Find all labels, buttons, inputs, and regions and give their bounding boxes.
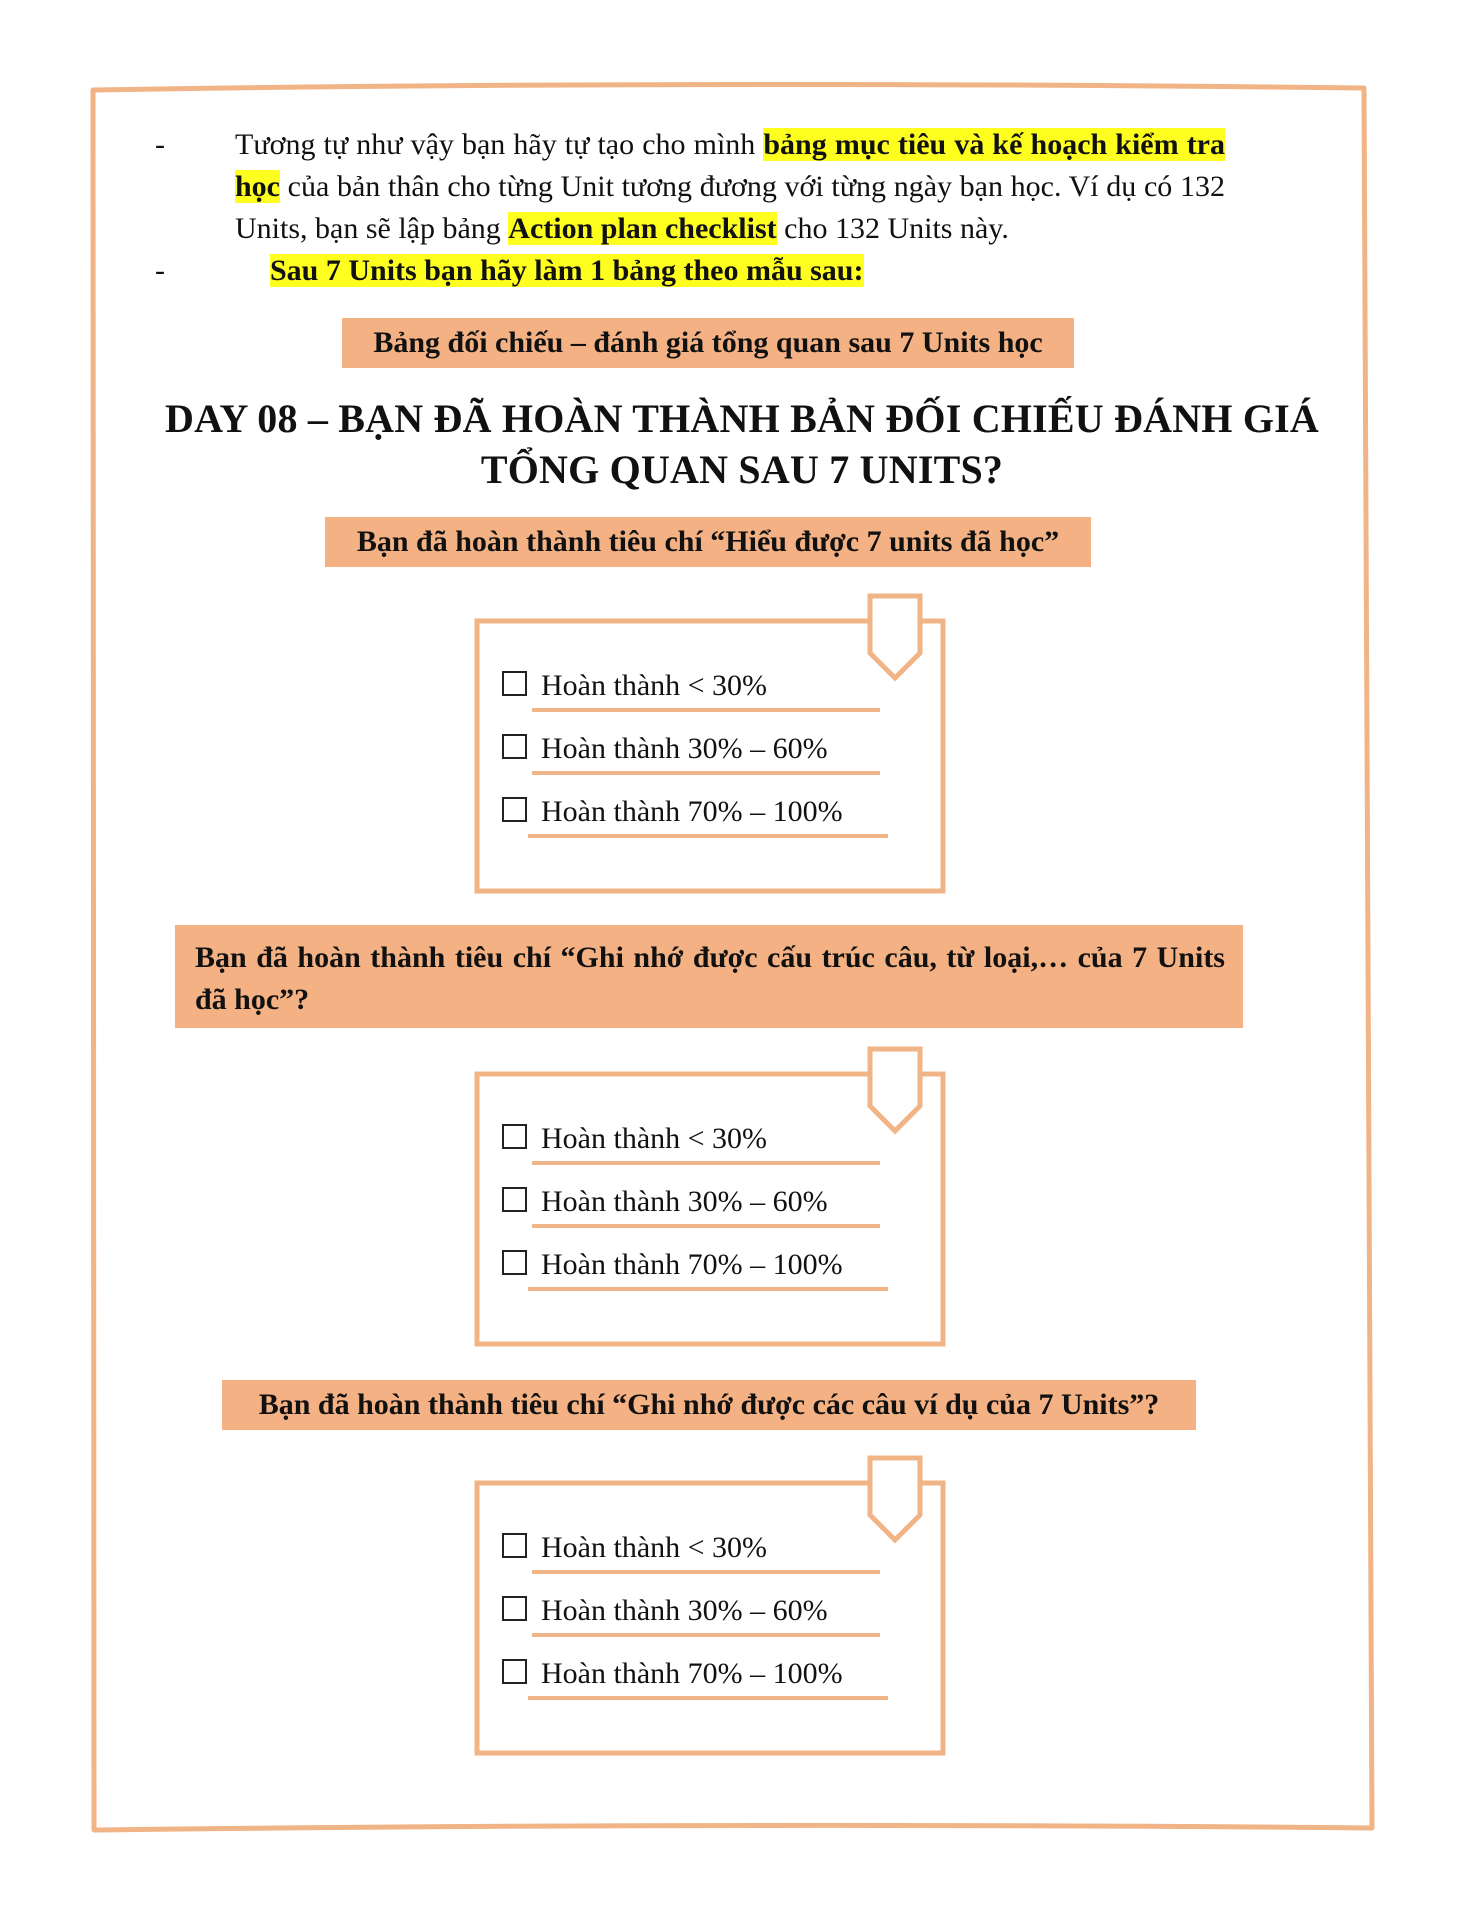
checkbox-icon[interactable] <box>502 1659 527 1684</box>
checkbox-icon[interactable] <box>502 1124 527 1149</box>
option-lt-30[interactable] <box>502 1122 767 1156</box>
bullet1-text-mid: của bản thân cho từng Unit tương đương với từng ngày bạn học. Ví dụ có 132 Units, bạn sẽ lập bảng <box>235 170 1225 245</box>
option-label: Hoàn thành 30% – 60% <box>541 732 828 765</box>
checkbox-icon[interactable] <box>502 1187 527 1212</box>
option-label: Hoàn thành < 30% <box>541 669 768 702</box>
checkbox-icon[interactable] <box>502 797 527 822</box>
bookmark-icon <box>870 596 920 678</box>
option-30-60[interactable] <box>502 1185 828 1219</box>
question-banner-3: Bạn đã hoàn thành tiêu chí “Ghi nhớ được các câu ví dụ của 7 Units”? <box>222 1380 1196 1430</box>
option-lt-30[interactable] <box>502 669 767 703</box>
bullet-2 <box>115 250 1225 292</box>
intro-text <box>155 124 1225 292</box>
option-70-100[interactable] <box>502 1248 843 1282</box>
option-label: Hoàn thành 70% – 100% <box>541 1657 843 1690</box>
bullet1-highlight-goal-plan: bảng mục tiêu và kế hoạch kiểm tra học <box>235 128 1225 203</box>
option-70-100[interactable] <box>502 795 843 829</box>
checklist-card-3 <box>475 1455 945 1765</box>
option-label: Hoàn thành < 30% <box>541 1531 768 1564</box>
option-label: Hoàn thành 30% – 60% <box>541 1185 828 1218</box>
question-banner-2: Bạn đã hoàn thành tiêu chí “Ghi nhớ được cấu trúc câu, từ loại,… của 7 Units đã học”? <box>175 925 1243 1028</box>
bookmark-icon <box>870 1458 920 1540</box>
bookmark-icon <box>870 1049 920 1131</box>
checkbox-icon[interactable] <box>502 1250 527 1275</box>
bullet2-colon: : <box>853 254 864 287</box>
checkbox-icon[interactable] <box>502 734 527 759</box>
bullet1-text-end: cho 132 Units này. <box>776 212 1009 245</box>
checklist-card-2 <box>475 1046 945 1356</box>
bullet-1 <box>115 124 1225 250</box>
option-label: Hoàn thành 70% – 100% <box>541 795 843 828</box>
option-lt-30[interactable] <box>502 1531 767 1565</box>
bullet1-highlight-action-plan: Action plan checklist <box>508 212 777 245</box>
option-label: Hoàn thành 30% – 60% <box>541 1594 828 1627</box>
checkbox-icon[interactable] <box>502 1533 527 1558</box>
compare-banner: Bảng đối chiếu – đánh giá tổng quan sau 7 Units học <box>342 318 1074 368</box>
option-label: Hoàn thành 70% – 100% <box>541 1248 843 1281</box>
bullet-dash: - <box>155 254 165 287</box>
day-title: DAY 08 – BẠN ĐÃ HOÀN THÀNH BẢN ĐỐI CHIẾU ĐÁNH GIÁ TỔNG QUAN SAU 7 UNITS? <box>165 396 1319 492</box>
bullet1-text: Tương tự như vậy bạn hãy tự tạo cho mình <box>235 128 764 161</box>
bullet2-highlight: Sau 7 Units bạn hãy làm 1 bảng theo mẫu sau <box>270 254 854 287</box>
option-label: Hoàn thành < 30% <box>541 1122 768 1155</box>
checklist-card-1 <box>475 593 945 903</box>
checkbox-icon[interactable] <box>502 1596 527 1621</box>
checkbox-icon[interactable] <box>502 671 527 696</box>
option-30-60[interactable] <box>502 732 828 766</box>
option-30-60[interactable] <box>502 1594 828 1628</box>
bullet-dash: - <box>155 128 165 161</box>
question-banner-1: Bạn đã hoàn thành tiêu chí “Hiểu được 7 units đã học” <box>325 517 1091 567</box>
option-70-100[interactable] <box>502 1657 843 1691</box>
